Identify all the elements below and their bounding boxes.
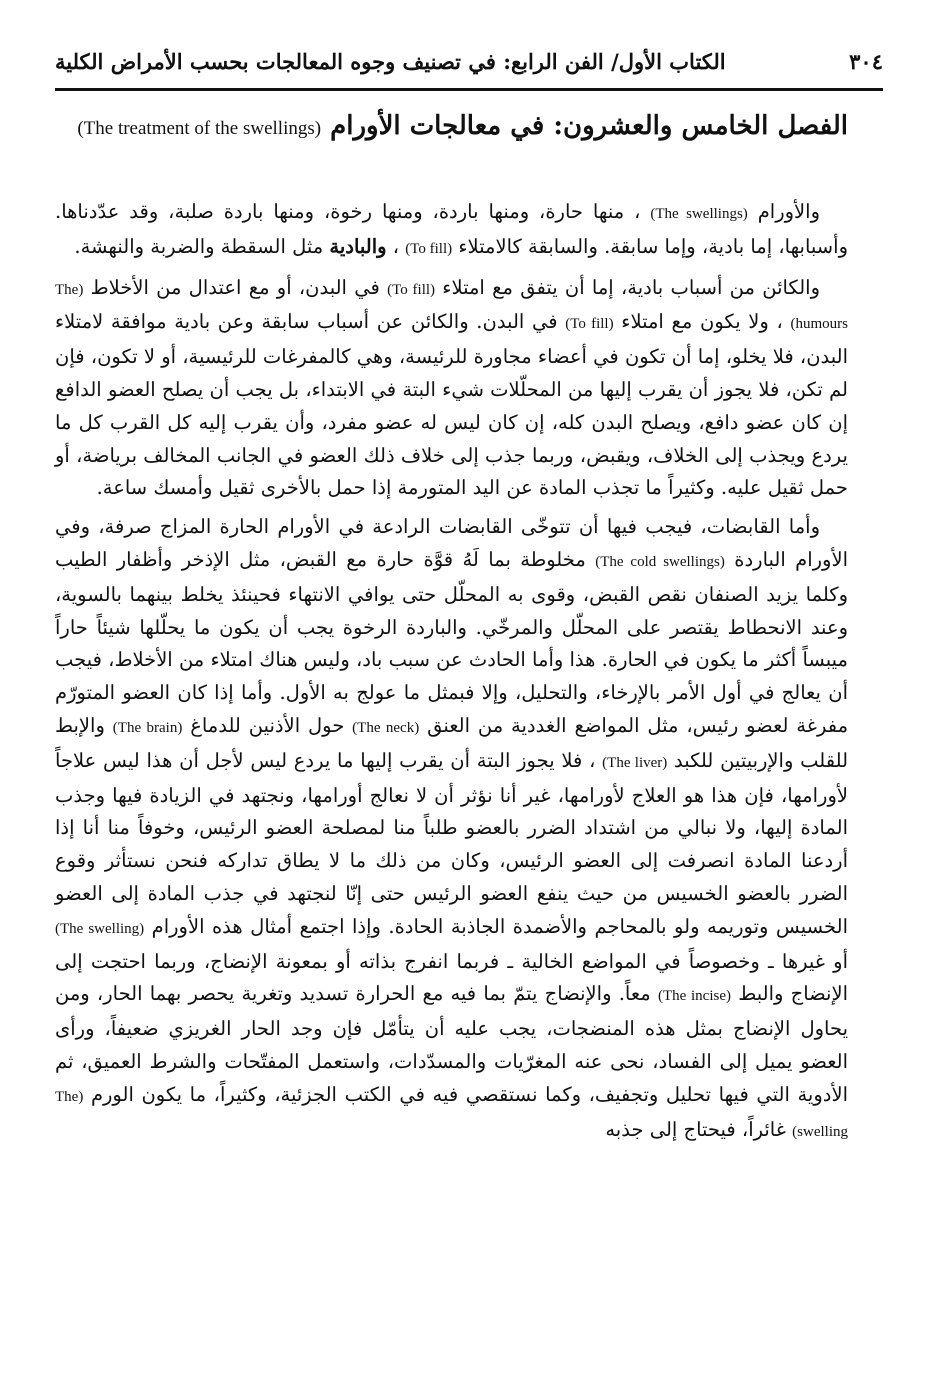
- chapter-heading: [55, 103, 848, 152]
- paragraph-1: والأورام (The swellings) ، منها حارة، ومنها باردة، ومنها رخوة، ومنها باردة صلبة، وقد عدّدناها. وأسبابها، إما بادية، وإما سابقة. والسابقة كالامتلاء (To fill) ، والبادية مثل السقطة والضربة والنهشة.: [55, 200, 848, 258]
- page-number: ٣٠٤: [849, 48, 883, 74]
- chapter-title-ar: الفصل الخامس والعشرون: في معالجات الأورام: [330, 111, 848, 141]
- header-rule: [55, 88, 883, 91]
- chapter-title-en: (The treatment of the swellings): [77, 118, 322, 139]
- body-text: [55, 196, 848, 1154]
- paragraph-3: وأما القابضات، فيجب فيها أن تتوخّى القابضات الرادعة في الأورام الحارة المزاج صرفة، وفي الأورام الباردة (The cold swellings) مخلوطة بما لَهُ قوَّة حارة مع القبض، مثل الإذخر وأظفار الطيب وكلما يزيد الصنفان نقص القبض، وقوى به المحلّل حتى يوافي الانتهاء فحينئذ يخلط بينهما بالسوية، وعند الانحطاط يقتصر على المحلّل والمرخّي. والباردة الرخوة يجب أن يكون ما يحلّلها شيئاً حاراً ميبساً أكثر ما يكون في الحارة. هذا وأما الحادث عن سبب باد، وليس هناك امتلاء من الأخلاط، فيجب أن يعالج في أول الأمر بالإرخاء، والتحليل، وإلا فبمثل ما عولج به الأول. وأما إذا كان العضو المتورّم مفرغة لعضو رئيس، مثل المواضع الغددية من العنق (The neck) حول الأذنين للدماغ (The brain) والإبط للقلب والإربيتين للكبد (The liver) ، فلا يجوز البتة أن يقرب إليها ما يردع ليس لأجل أن هذا ليس علاجاً لأورامها، فإن هذا هو العلاج لأورامها، غير أنا نؤثر أن لا نعالج أورامها، ونجتهد في الزيادة فيها وجذب المادة إليها، ولا نبالي من اشتداد الضرر بالعضو طلباً منا لمصلحة العضو الرئيس، وخوفاً منا أنا إذا أردعنا المادة انصرفت إلى العضو الرئيس، وكان من ذلك ما لا يطاق تداركه فنحن نستأثر وقوع الضرر بالعضو الخسيس من حيث ينفع العضو الرئيس حتى إنّا لنجتهد في جذب المادة إلى العضو الخسيس وتوريمه ولو بالمحاجم والأضمدة الجاذبة الحادة. وإذا اجتمع أمثال هذه الأورام (The swelling) أو غيرها ـ وخصوصاً في المواضع الخالية ـ فربما انفرج بذاته أو بمعونة الإنضاج، وربما احتجت إلى الإنضاج والبط (The incise) معاً. والإنضاج يتمّ بما فيه مع الحرارة تسديد وتغرية يحصر بهما الحار، ومن يحاول الإنضاج بمثل هذه المنضجات، يجب عليه أن يتأمّل فإن وجد الحار الغريزي ضعيفاً، ورأى العضو يميل إلى الفساد، نحى عنه المغرّيات والمسدّدات، واستعمل المفتّحات والشرط العميق، ثم الأدوية التي فيها تحليل وتجفيف، وكما نستقصي فيه في الكتب الجزئية، وكثيراً، ما يكون الورم (The swelling) غائراً، فيحتاج إلى جذبه: [55, 515, 849, 1141]
- running-header: [55, 38, 883, 84]
- paragraph-2: والكائن من أسباب بادية، إما أن يتفق مع امتلاء (To fill) في البدن، أو مع اعتدال من الأخلاط (The humours) ، ولا يكون مع امتلاء (To fill) في البدن. والكائن عن أسباب سابقة وعن بادية موافقة لامتلاء البدن، فلا يخلو، إما أن تكون في أعضاء مجاورة للرئيسة، وهي كالمفرغات للرئيسية، أو لا تكون، فإن لم تكن، فلا يجوز أن يقرب إليها من المحلّلات شيء البتة في الابتداء، بل يجب أن يصلح العضو الدافع إن كان عضو دافع، ويصلح البدن كله، إن كان ليس له عضو مفرد، وأن يقرب إليه كل القرب كل ما يردع ويجذب إلى الخلاف، ويقبض، وربما جذب إلى خلاف ذلك العضو في الجانب المخالف برياضة، أو حمل ثقيل عليه. وكثيراً ما تجذب المادة عن اليد المتورمة إذا حمل بالأخرى ثقيل وأمسك ساعة.: [55, 275, 849, 500]
- running-title: الكتاب الأول/ الفن الرابع: في تصنيف وجوه المعالجات بحسب الأمراض الكلية: [55, 48, 726, 74]
